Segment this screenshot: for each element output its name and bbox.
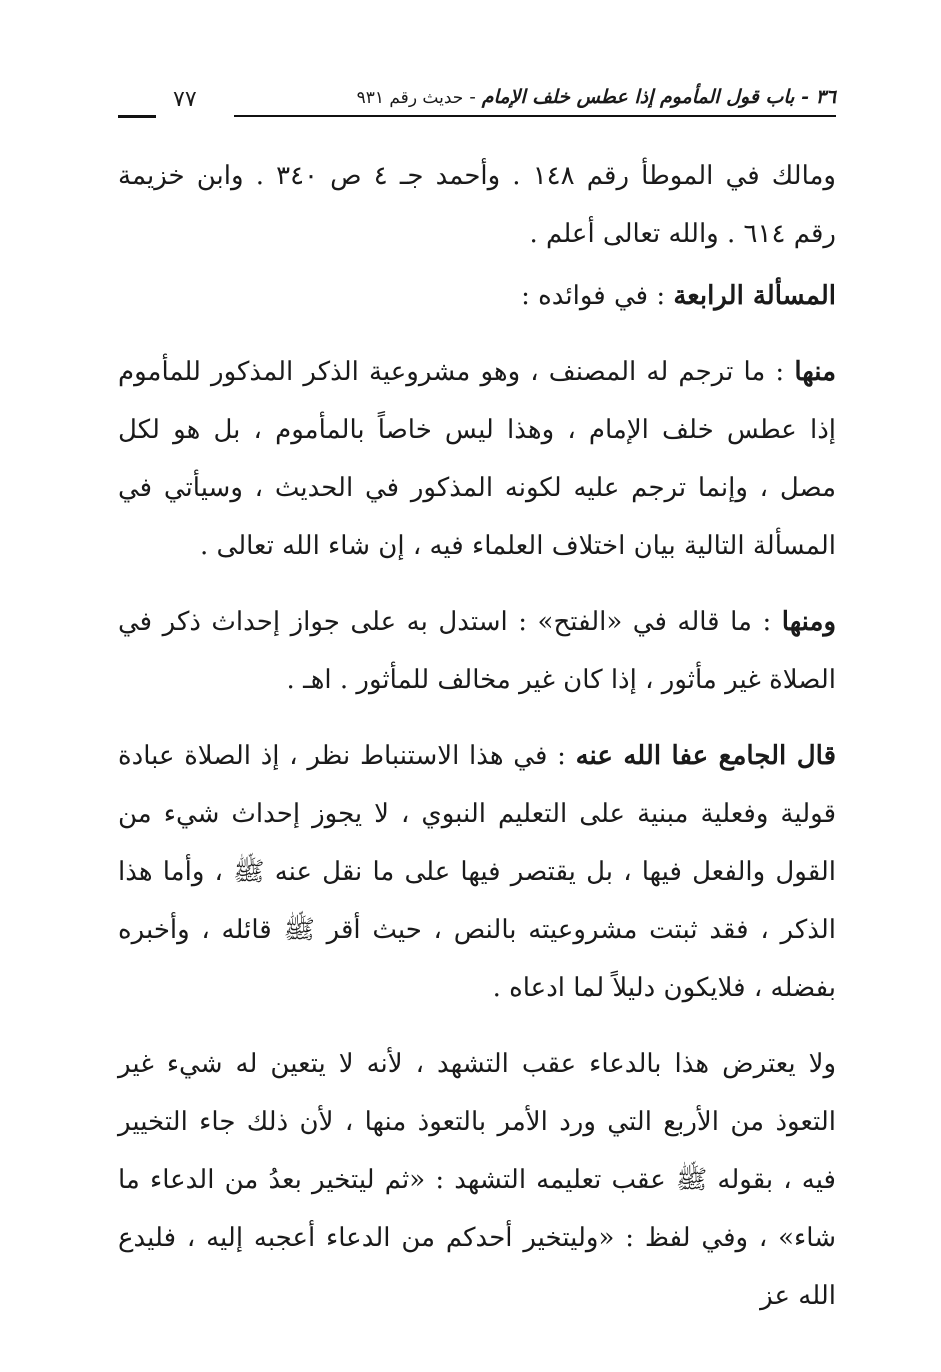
paragraph-compiler-note (118, 727, 836, 1017)
header-rule (234, 115, 836, 117)
section-heading-text: : في فوائده : (521, 281, 674, 311)
chapter-title: ٣٦ - باب قول المأموم إذا عطس خلف الإمام (481, 86, 836, 108)
page-number: ٧٧ (173, 87, 197, 112)
benefit-2-lead: ومنها (781, 607, 836, 637)
paragraph-benefit-1 (118, 343, 836, 575)
paragraph-benefit-2 (118, 593, 836, 709)
paragraph-citation: ومالك في الموطأ رقم ١٤٨ . وأحمد جـ ٤ ص ٣٤٠ . وابن خزيمة رقم ٦١٤ . والله تعالى أعلم . (118, 161, 836, 249)
compiler-note-lead: قال الجامع عفا الله عنه (575, 741, 836, 771)
hadith-label: حديث رقم ٩٣١ (356, 88, 464, 108)
compiler-note-text: : في هذا الاستنباط نظر ، إذ الصلاة عبادة قولية وفعلية مبنية على التعليم النبوي ، لا يجوز إحداث شيء من القول والفعل فيها ، بل يقتصر فيها على ما نقل عنه ﷺ ، وأما هذا الذكر ، فقد ثبتت مشروعيته بالنص ، حيث أقر ﷺ قائله ، وأخبره بفضله ، فلايكون دليلاً لما ادعاه . (118, 741, 836, 1003)
benefit-1-lead: منها (794, 357, 836, 387)
text-body (118, 147, 836, 1325)
running-header (118, 84, 836, 124)
paragraph-section-heading (118, 267, 836, 325)
benefit-2-text: : ما قاله في «الفتح» : استدل به على جواز إحداث ذكر في الصلاة غير مأثور ، إذا كان غير مخالف للمأثور . اهـ . (118, 607, 836, 695)
header-separator: - (463, 86, 482, 108)
page-number-rule (118, 115, 156, 118)
benefit-1-text: : ما ترجم له المصنف ، وهو مشروعية الذكر المذكور للمأموم إذا عطس خلف الإمام ، وهذا ليس خاصاً بالمأموم ، بل هو لكل مصل ، وإنما ترجم عليه لكونه المذكور في الحديث ، وسيأتي في المسألة التالية بيان اختلاف العلماء فيه ، إن شاء الله تعالى . (118, 357, 836, 561)
header-title (357, 84, 836, 111)
paragraph-objection: ولا يعترض هذا بالدعاء عقب التشهد ، لأنه لا يتعين له شيء غير التعوذ من الأربع التي ورد الأمر بالتعوذ منها ، لأن ذلك جاء التخيير فيه ، بقوله ﷺ عقب تعليمه التشهد : «ثم ليتخير بعدُ من الدعاء ما شاء» ، وفي لفظ : «وليتخير أحدكم من الدعاء أعجبه إليه ، فليدع الله عز (118, 1049, 836, 1311)
section-heading: المسألة الرابعة (673, 281, 836, 311)
